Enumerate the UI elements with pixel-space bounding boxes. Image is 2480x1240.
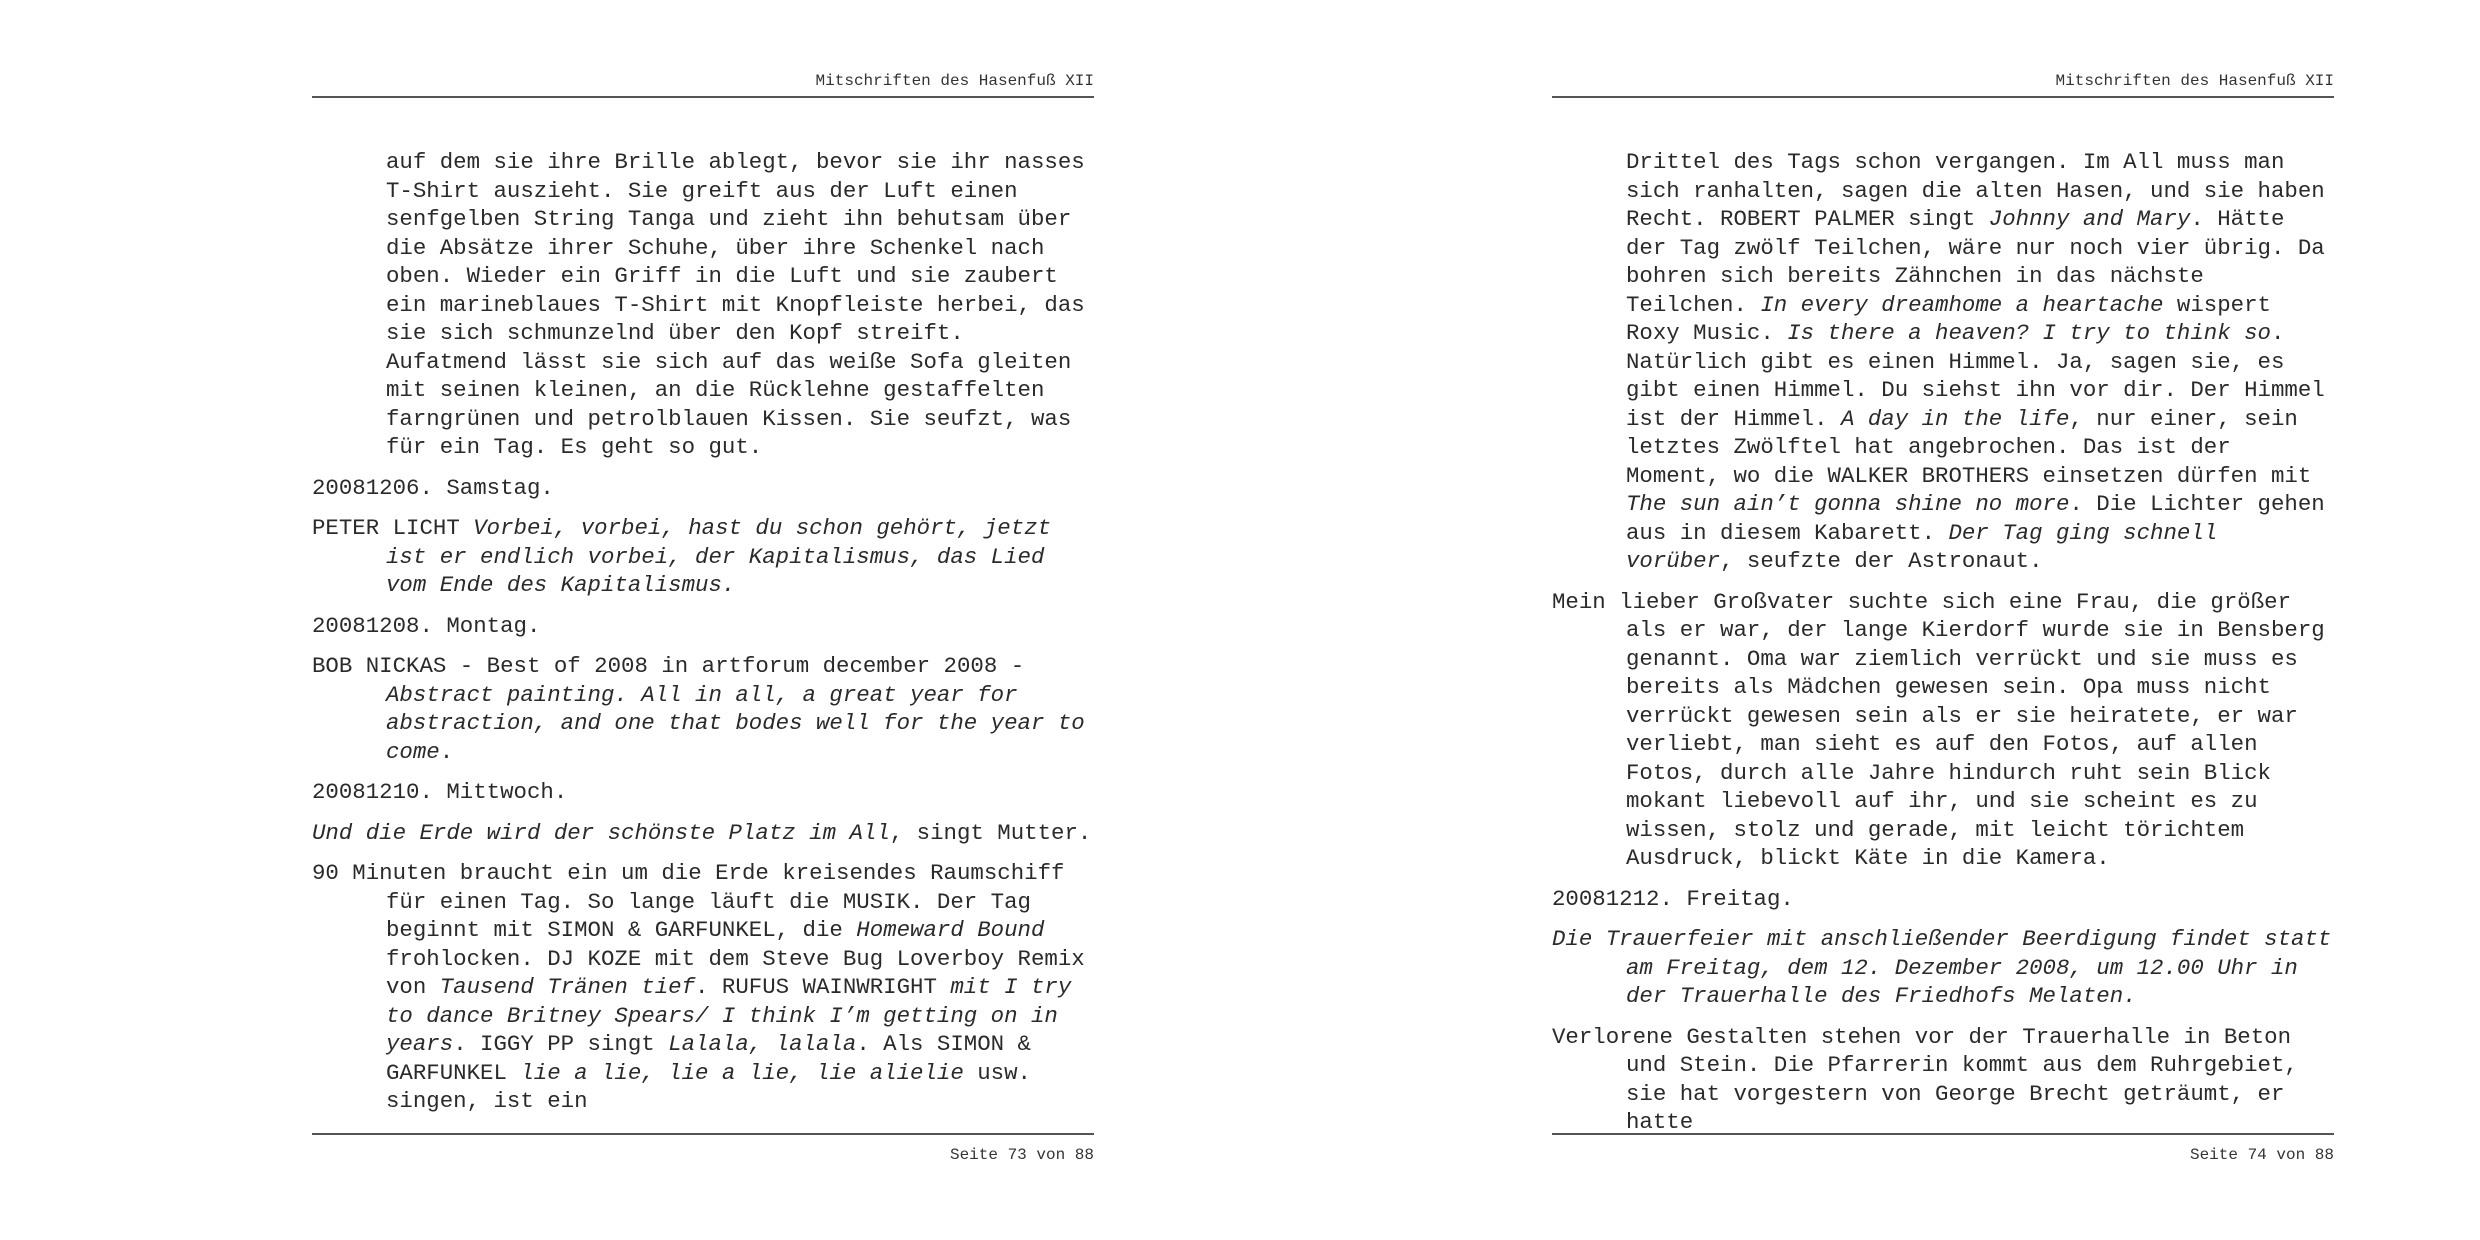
paragraph — [312, 859, 1094, 1116]
page-header: Mitschriften des Hasenfuß XII — [2055, 72, 2334, 90]
footer-rule — [312, 1133, 1094, 1135]
right-page — [1240, 0, 2480, 1240]
italic-text: Is there a heaven? I try to think so — [1787, 320, 2271, 346]
paragraph: Mein lieber Großvater suchte sich eine Frau, die größer als er war, der lange Kierdorf wurde sie in Bensberg genannt. Oma war ziemlich verrückt und sie muss es bereits als Mädchen gewesen sein. Opa muss nicht verrückt gewesen sein als er sie heiratete, er war verliebt, man sieht es auf den Fotos, auf allen Fotos, durch alle Jahre hindurch ruht sein Blick mokant liebevoll auf ihr, und sie scheint es zu wissen, stolz und gerade, mit leicht törichtem Ausdruck, blickt Käte in die Kamera. — [1552, 588, 2325, 871]
text-span: . IGGY PP singt — [453, 1031, 669, 1057]
text-span: . Als SIMON & GARFUNKEL — [386, 1031, 1031, 1086]
text-span: frohlocken. DJ KOZE mit dem Steve Bug Loverboy Remix von — [386, 945, 1085, 1000]
text-span: . — [439, 738, 454, 765]
footer-rule — [1552, 1133, 2334, 1135]
italic-text: In every dreamhome a heartache — [1760, 291, 2164, 318]
italic-text: A day in the life — [1841, 405, 2070, 432]
date-entry: 20081210. Mittwoch. — [312, 779, 568, 805]
text-span: . RUFUS WAINWRIGHT — [695, 974, 951, 1000]
italic-text: Tausend Tränen tief — [439, 974, 696, 1000]
text-span: wispert Roxy Music. — [1626, 291, 2271, 346]
text-span: Drittel des Tags schon vergangen. Im All muss man sich ranhalten, sagen die alten Hasen, und sie haben Recht. ROBERT PALMER singt — [1626, 149, 2325, 232]
italic-text: Abstract painting. All in all, a great year for abstraction, and one that bodes well for the year to come — [386, 681, 1085, 765]
paragraph — [312, 819, 1094, 848]
paragraph — [1552, 148, 2334, 576]
italic-text: Und die Erde wird der schönste Platz im All — [312, 819, 890, 846]
text-span: BOB NICKAS - Best of 2008 in artforum december 2008 - — [312, 653, 1025, 679]
italic-text: Vorbei, vorbei, hast du schon gehört, jetzt ist er endlich vorbei, der Kapitalismus, das Lied vom Ende des Kapitalismus. — [386, 515, 1052, 598]
italic-text: Der Tag ging schnell vorüber — [1626, 519, 2218, 574]
page-body — [1552, 148, 2334, 1149]
italic-text: lie a lie, lie a lie, lie alielie — [520, 1059, 964, 1086]
text-span: , nur einer, sein letztes Zwölftel hat angebrochen. Das ist der Moment, wo die WALKER BROTHERS einsetzen dürfen mit — [1626, 405, 2312, 489]
text-span: . Die Lichter gehen aus in diesem Kabarett. — [1626, 491, 2325, 546]
page-number: Seite 74 von 88 — [2189, 1146, 2334, 1164]
header-rule — [1552, 96, 2334, 98]
text-span: , singt Mutter. — [889, 819, 1092, 846]
text-span: . Natürlich gibt es einen Himmel. Ja, sagen sie, es gibt einen Himmel. Du siehst ihn vor dir. Der Himmel ist der Himmel. — [1626, 320, 2325, 432]
italic-text: Homeward Bound — [856, 917, 1045, 943]
page-number: Seite 73 von 88 — [949, 1146, 1094, 1164]
paragraph — [312, 514, 1094, 600]
italic-text: mit I try to dance Britney Spears/ I think I’m getting on in years — [386, 974, 1072, 1057]
paragraph: auf dem sie ihre Brille ablegt, bevor sie ihr nasses T-Shirt auszieht. Sie greift aus der Luft einen senfgelben String Tanga und zieht ihn behutsam über die Absätze ihrer Schuhe, über ihre Schenkel nach oben. Wieder ein Griff in die Luft und sie zaubert ein marineblaues T-Shirt mit Knopfleiste herbei, das sie sich schmunzelnd über den Kopf streift. Aufatmend lässt sie sich auf das weiße Sofa gleiten mit seinen kleinen, an die Rücklehne gestaffelten farngrünen und petrolblauen Kissen. Sie seufzt, was für ein Tag. Es geht so gut. — [386, 149, 1085, 460]
paragraph — [312, 652, 1094, 766]
text-span: 90 Minuten braucht ein um die Erde kreisendes Raumschiff für einen Tag. So lange läuft die MUSIK. Der Tag beginnt mit SIMON & GARFUNKEL, die — [312, 860, 1065, 943]
date-entry: 20081212. Freitag. — [1552, 885, 1794, 912]
italic-text: Lalala, lalala — [668, 1031, 857, 1057]
page-body — [312, 148, 1094, 1128]
text-span: PETER LICHT — [312, 515, 474, 541]
italic-text: The sun ain’t gonna shine no more — [1626, 491, 2070, 517]
italic-text: Johnny and Mary — [1988, 206, 2191, 232]
paragraph: Die Trauerfeier mit anschließender Beerdigung findet statt am Freitag, dem 12. Dezember 2008, um 12.00 Uhr in der Trauerhalle des Friedhofs Melaten. — [1552, 926, 2332, 1009]
date-entry: 20081208. Montag. — [312, 612, 541, 639]
text-span: usw. singen, ist ein — [386, 1059, 1031, 1114]
date-entry: 20081206. Samstag. — [312, 474, 554, 501]
header-rule — [312, 96, 1094, 98]
text-span: . Hätte der Tag zwölf Teilchen, wäre nur noch vier übrig. Da bohren sich bereits Zähnchen in das nächste Teilchen. — [1626, 206, 2325, 318]
paragraph: Verlorene Gestalten stehen vor der Trauerhalle in Beton und Stein. Die Pfarrerin kommt aus dem Ruhrgebiet, sie hat vorgestern von George Brecht geträumt, er hatte — [1552, 1023, 2298, 1135]
page-header: Mitschriften des Hasenfuß XII — [815, 72, 1094, 90]
text-span: , seufzte der Astronaut. — [1720, 548, 2043, 574]
